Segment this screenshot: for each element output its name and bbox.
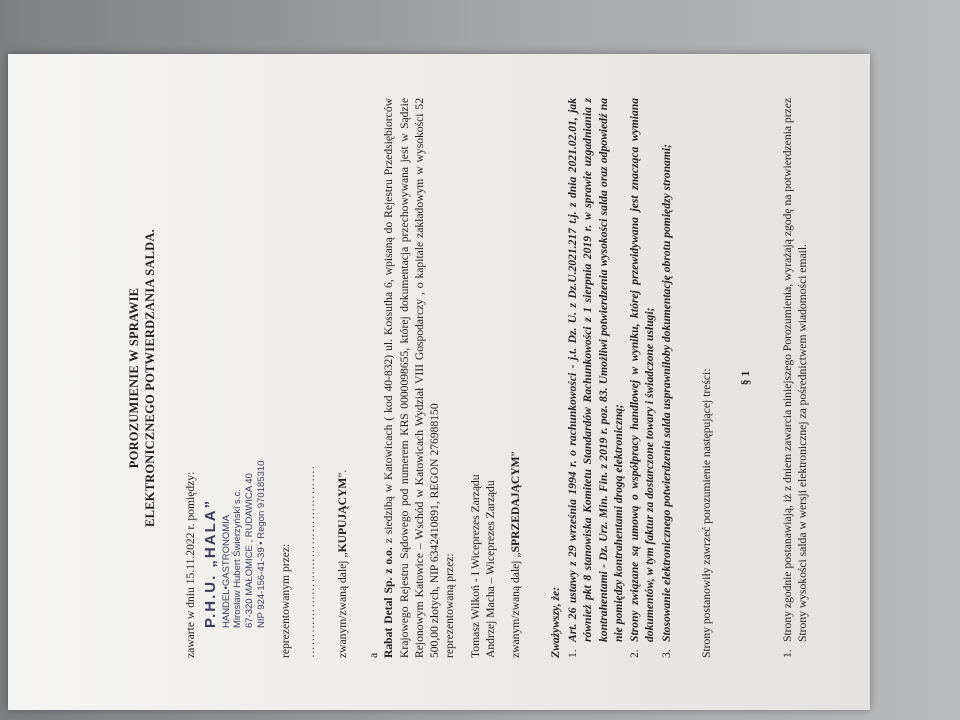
list-item-number: 1.: [780, 649, 794, 658]
seller-label-suffix: ”: [509, 451, 523, 457]
seller-represented-by: reprezentowaną przez:: [443, 553, 457, 658]
seller-definition: [508, 98, 523, 658]
list-item-text: Strony zgodnie postanawiają, iż z dniem zawarcia niniejszego Porozumienia, wyrażają zgodę na potwierdzenia przez Strony wysokości salda w wersji elektronicznej za pośrednictwem wiadomości email.: [780, 98, 809, 642]
list-item-number: 2.: [628, 649, 642, 658]
seller-name: Rabat Detal Sp. z o.o.: [382, 547, 396, 658]
title-line-1: POROZUMIENIE W SPRAWIE: [127, 287, 141, 469]
agreement-intro: Strony postanowiły zawrzeć porozumienie następującej treści:: [699, 368, 713, 658]
intro-text: zawarte w dniu 15.11.2022 r. pomiędzy:: [183, 471, 197, 658]
stamp-line-5: NIP 924-156-41-39 • Regon 970185310: [256, 460, 268, 628]
company-stamp: [202, 98, 268, 628]
seller-text: z siedzibą w Katowicach ( kod 40-832) ul. Kossutha 6, wpisaną do Rejestru Przedsiębiorców Krajowego Rejestru Sądowego pod numerem KRS 0000098655, której dokumentacja przechowywana jest w Sądzie Rejonowym Katowice – Wschód w Katowicach Wydział VIII Gospodarczy , o kapitale zakładowym w wysokości 52 500,00 złotych, NIP 6342410891, REGON 276988150: [382, 98, 442, 658]
document-title: [126, 98, 159, 658]
buyer-label-prefix: zwanym/zwaną dalej „: [335, 552, 349, 658]
conjunction-and: a: [366, 652, 380, 658]
whereas-list: [565, 98, 674, 658]
representative-1: Tomasz Wilkoń - I Wiceprezes Zarządu: [468, 474, 482, 658]
representative-2: Andrzej Macha – Wiceprezes Zarządu: [484, 480, 498, 658]
buyer-represented-by: reprezentowanym przez:: [279, 543, 293, 658]
seller-label: SPRZEDAJĄCYM: [509, 456, 523, 553]
document-page: [8, 54, 870, 710]
stamp-line-2: HANDEL•GASTRONOMIA: [220, 514, 232, 628]
list-item: [565, 98, 626, 658]
stamp-line-3: Mirosław Hubert Świerzyński s.c.: [232, 489, 244, 628]
seller-label-prefix: zwanym/zwaną dalej „: [509, 552, 523, 658]
buyer-label-suffix: ”.: [335, 469, 349, 478]
section-heading: § 1: [739, 370, 753, 386]
title-line-2: ELEKTRONICZNEGO POTWIERDZANIA SALDA.: [143, 229, 158, 527]
list-item: [659, 98, 674, 658]
list-item-text: Stosowanie elektronicznego potwierdzenia salda usprawniłoby dokumentację obrotu pomiędzy stronami;: [659, 144, 673, 642]
list-item-number: 3.: [659, 649, 673, 658]
stamp-line-4: 67-320 MAŁOMICE , RUDAWICA 40: [244, 473, 256, 628]
whereas-heading: Zważywszy, że:: [548, 586, 562, 658]
buyer-definition: [335, 98, 350, 658]
seller-description: [381, 98, 442, 658]
section-list: [780, 98, 811, 658]
list-item-text: Strony związane są umową o współpracy handlowej w wyniku, której przewidywana jest znacząca wymiana dokumentów, w tym faktur za dostarczone towary i świadczone usługi;: [628, 98, 657, 642]
buyer-label: KUPUJĄCYM: [335, 477, 349, 553]
list-item-text: Art. 26 ustawy z 29 września 1994 r. o rachunkowości - j.t. Dz. U. z Dz.U.2021.217 t.j. z dnia 2021.02.01, jak również pkt 8 stanowiska Komitetu Standardów Rachunkowości z 1 sierpnia 2019 r. w sprawie uzgadniania z kontrahentami - Dz. Urz. Min. Fin. z 2019 r. poz. 83. Umożliwi potwierdzenia wysokości salda oraz odpowiedź na nie pomiędzy kontrahentami drogą elektroniczną;: [565, 98, 625, 642]
buyer-signature-line: ……………………………………….: [304, 465, 318, 658]
list-item-number: 1.: [565, 649, 579, 658]
stamp-line-1: P.H.U. „HALA”: [201, 498, 219, 628]
list-item: [780, 98, 811, 658]
document-content: [126, 98, 811, 658]
list-item: [627, 98, 658, 658]
